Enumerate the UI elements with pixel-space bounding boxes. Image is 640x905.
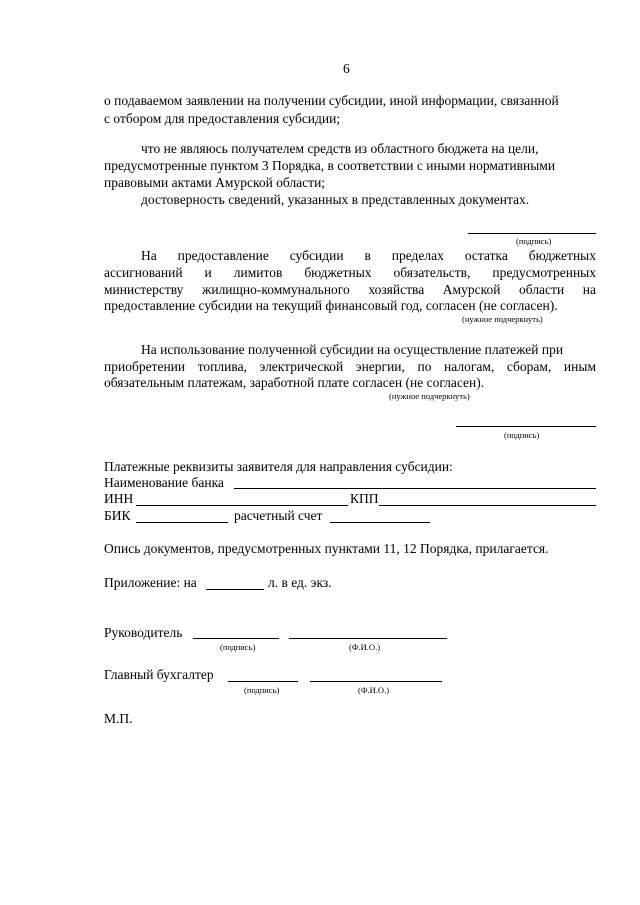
inn-label: ИНН — [104, 491, 134, 506]
para3-line3: министерству жилищно-коммунального хозяйства Амурской области на — [104, 282, 596, 297]
para3-line1: На предоставление субсидии в пределах остатка бюджетных — [141, 248, 596, 263]
para1-line2: с отбором для предоставления субсидии; — [104, 111, 341, 126]
accountant-signature-field[interactable] — [228, 681, 298, 682]
para3-line4: предоставление субсидии на текущий финансовый год, согласен (не согласен). — [104, 298, 558, 313]
inn-field[interactable] — [136, 505, 348, 506]
appendix-prefix: Приложение: на — [104, 575, 197, 590]
para3-note: (нужное подчеркнуть) — [462, 314, 543, 324]
director-name-field[interactable] — [289, 638, 447, 639]
director-name-label: (Ф.И.О.) — [349, 642, 381, 652]
bank-label: Наименование банка — [104, 475, 224, 490]
bik-field[interactable] — [136, 522, 228, 523]
signature-line-1 — [468, 233, 596, 234]
director-label: Руководитель — [104, 625, 183, 640]
para1-line1: о подаваемом заявлении на получении субсидии, иной информации, связанной — [104, 93, 559, 108]
page-number: 6 — [343, 61, 350, 76]
account-field[interactable] — [330, 522, 430, 523]
signature-line-2 — [456, 426, 596, 427]
requisites-heading: Платежные реквизиты заявителя для направления субсидии: — [104, 459, 453, 474]
kpp-label: КПП — [350, 491, 379, 506]
para2-line1: что не являюсь получателем средств из областного бюджета на цели, — [141, 141, 539, 156]
appendix-pages-field[interactable] — [206, 589, 264, 590]
accountant-sig-label: (подпись) — [244, 685, 280, 695]
appendix-suffix: л. в ед. экз. — [268, 575, 332, 590]
para3-line2: ассигнований и лимитов бюджетных обязательств, предусмотренных — [104, 265, 596, 280]
director-signature-field[interactable] — [193, 638, 279, 639]
inventory-text: Опись документов, предусмотренных пунктами 11, 12 Порядка, прилагается. — [104, 541, 549, 556]
para2-line3: правовыми актами Амурской области; — [104, 175, 326, 190]
director-sig-label: (подпись) — [220, 642, 256, 652]
bik-label: БИК — [104, 508, 131, 523]
signature-label-1: (подпись) — [516, 236, 552, 246]
accountant-label: Главный бухгалтер — [104, 667, 214, 682]
para4-line1: На использование полученной субсидии на осуществление платежей при — [141, 342, 564, 357]
para4-line2: приобретении топлива, электрической энергии, по налогам, сборам, иным — [104, 359, 596, 374]
para4-note: (нужное подчеркнуть) — [389, 391, 470, 401]
stamp-place: М.П. — [104, 711, 133, 726]
kpp-field[interactable] — [379, 505, 596, 506]
para2-line2: предусмотренные пунктом 3 Порядка, в соответствии с иными нормативными — [104, 158, 556, 173]
para4-line3: обязательным платежам, заработной плате согласен (не согласен). — [104, 375, 485, 390]
account-label: расчетный счет — [234, 508, 323, 523]
bank-field[interactable] — [234, 488, 596, 489]
para2-line4: достоверность сведений, указанных в представленных документах. — [141, 192, 530, 207]
accountant-name-label: (Ф.И.О.) — [358, 685, 390, 695]
accountant-name-field[interactable] — [310, 681, 442, 682]
signature-label-2: (подпись) — [504, 430, 540, 440]
